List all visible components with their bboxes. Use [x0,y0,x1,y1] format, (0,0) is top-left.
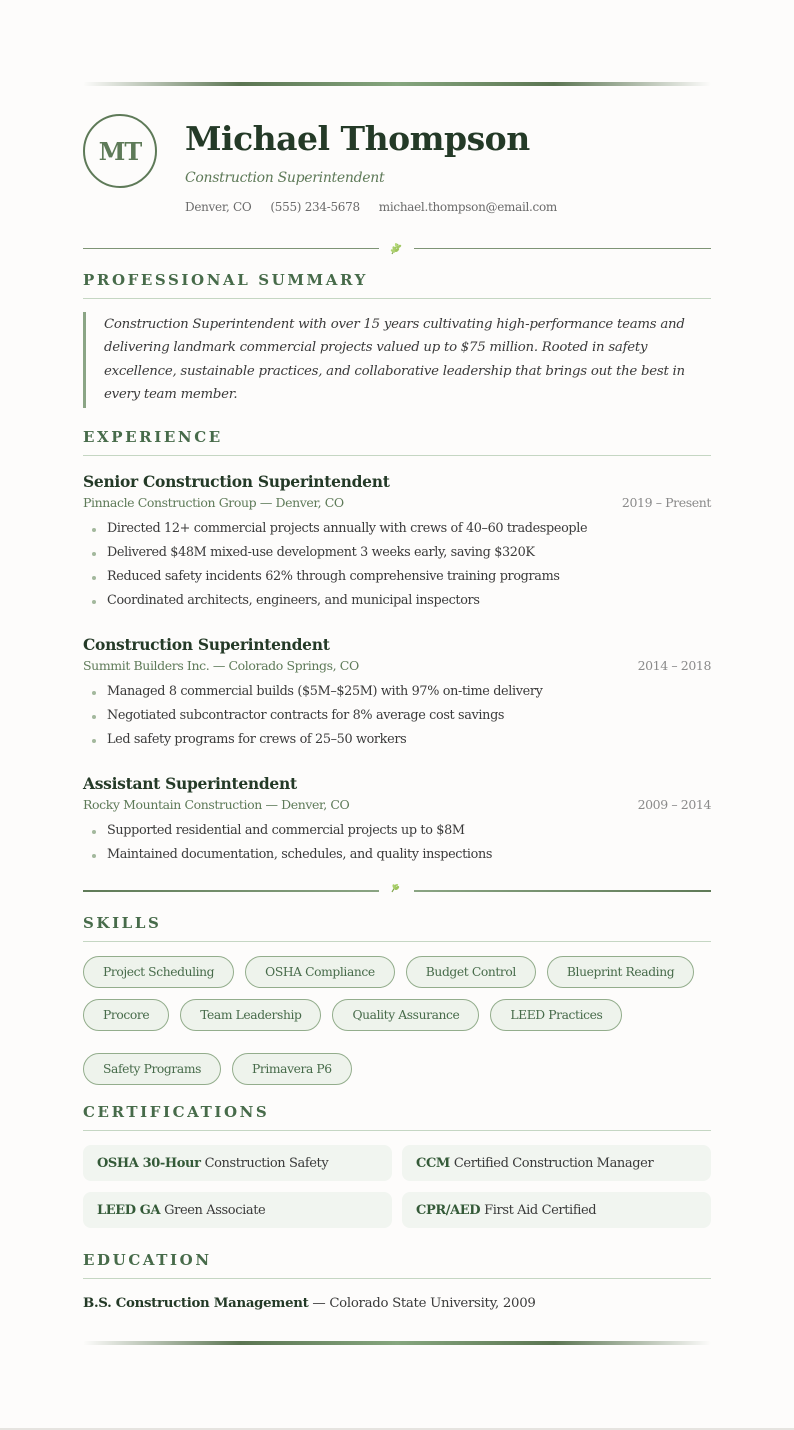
job-bullet [83,704,711,728]
divider-line-right [414,890,711,892]
bullet-dot-icon [92,739,96,743]
skill-tag: Project Scheduling [83,956,234,988]
bullet-text: Negotiated subcontractor contracts for 8% average cost savings [107,708,505,723]
certification-card [402,1145,711,1181]
leaf-divider [83,241,711,255]
divider-line-left [83,890,379,892]
skills-list [83,956,711,1085]
job-meta [83,493,711,513]
job-entry [83,634,711,752]
bullet-text: Supported residential and commercial projects up to $8M [107,823,465,838]
job-bullets [83,517,711,613]
professional-summary: Construction Superintendent with over 15 years cultivating high-performance teams and delivering landmark commercial projects valued up to $75 million. Rooted in safety excellence, sustainable practices, and collaborative leadership that brings out the best in every team member. [83,312,711,408]
certification-card [83,1145,392,1181]
bullet-text: Reduced safety incidents 62% through comprehensive training programs [107,569,560,584]
section-heading-summary: PROFESSIONAL SUMMARY [83,271,711,299]
certifications-grid [83,1145,711,1228]
job-dates: 2009 – 2014 [637,797,711,812]
candidate-name: Michael Thompson [185,119,530,158]
cert-abbr: OSHA 30-Hour [97,1155,201,1171]
leaf-icon [389,241,403,255]
section-heading-skills: SKILLS [83,914,711,942]
education-entry [83,1294,711,1314]
bullet-text: Led safety programs for crews of 25–50 workers [107,732,407,747]
job-title: Senior Construction Superintendent [83,472,390,491]
job-entry [83,773,711,867]
job-bullet [83,680,711,704]
bottom-decorative-bar [83,1341,711,1345]
certification-card [83,1192,392,1228]
skill-tag: Quality Assurance [332,999,479,1031]
contact-location: Denver, CO [185,200,252,214]
job-bullets [83,680,711,752]
contact-phone: (555) 234-5678 [270,200,360,214]
resume-header [83,114,711,224]
section-heading-certifications: CERTIFICATIONS [83,1103,711,1131]
job-title: Assistant Superintendent [83,774,297,793]
avatar-monogram: MT [83,114,157,188]
job-meta [83,795,711,815]
job-bullet [83,819,711,843]
job-bullets [83,819,711,867]
job-company: Rocky Mountain Construction — Denver, CO [83,797,350,812]
bullet-dot-icon [92,691,96,695]
contact-email[interactable]: michael.thompson@email.com [378,200,557,214]
job-dates: 2019 – Present [621,495,711,510]
bullet-text: Managed 8 commercial builds ($5M–$25M) with 97% on-time delivery [107,684,543,699]
education-separator: — [308,1296,330,1311]
job-bullet [83,589,711,613]
cert-name: Green Associate [164,1202,266,1218]
bullet-dot-icon [92,830,96,834]
cert-abbr: LEED GA [97,1202,161,1218]
bullet-text: Coordinated architects, engineers, and municipal inspectors [107,593,480,608]
skill-tag: Budget Control [406,956,536,988]
bullet-text: Delivered $48M mixed-use development 3 weeks early, saving $320K [107,545,535,560]
cert-name: First Aid Certified [484,1202,597,1218]
bullet-dot-icon [92,576,96,580]
skill-tag: Team Leadership [180,999,321,1031]
skill-tag: OSHA Compliance [245,956,395,988]
skill-tag: Procore [83,999,169,1031]
job-dates: 2014 – 2018 [637,658,711,673]
leaf-divider [83,884,711,898]
skill-tag: Safety Programs [83,1053,221,1085]
bullet-dot-icon [92,528,96,532]
divider-line-left [83,248,379,249]
skill-tag: LEED Practices [490,999,622,1031]
certification-card [402,1192,711,1228]
cert-abbr: CCM [416,1155,450,1171]
skill-tag: Blueprint Reading [547,956,694,988]
section-heading-experience: EXPERIENCE [83,428,711,456]
job-meta [83,656,711,676]
job-entry [83,471,711,613]
job-bullet [83,541,711,565]
top-decorative-bar [83,82,711,86]
job-company: Summit Builders Inc. — Colorado Springs, CO [83,658,359,673]
section-heading-education: EDUCATION [83,1251,711,1279]
job-bullet [83,843,711,867]
candidate-title: Construction Superintendent [185,170,385,186]
cert-name: Construction Safety [204,1155,329,1171]
contact-info [185,200,557,214]
job-bullet [83,728,711,752]
bullet-dot-icon [92,715,96,719]
bullet-dot-icon [92,854,96,858]
job-bullet [83,517,711,541]
job-title: Construction Superintendent [83,635,330,654]
divider-line-right [414,248,711,249]
leaf-icon [389,879,403,893]
school: Colorado State University, 2009 [329,1296,536,1311]
bullet-dot-icon [92,600,96,604]
job-bullet [83,565,711,589]
degree: B.S. Construction Management [83,1296,309,1311]
bullet-text: Maintained documentation, schedules, and quality inspections [107,847,493,862]
skill-tag: Primavera P6 [232,1053,352,1085]
bullet-text: Directed 12+ commercial projects annually with crews of 40–60 tradespeople [107,521,588,536]
cert-name: Certified Construction Manager [453,1155,654,1171]
cert-abbr: CPR/AED [416,1202,481,1218]
job-company: Pinnacle Construction Group — Denver, CO [83,495,344,510]
bullet-dot-icon [92,552,96,556]
